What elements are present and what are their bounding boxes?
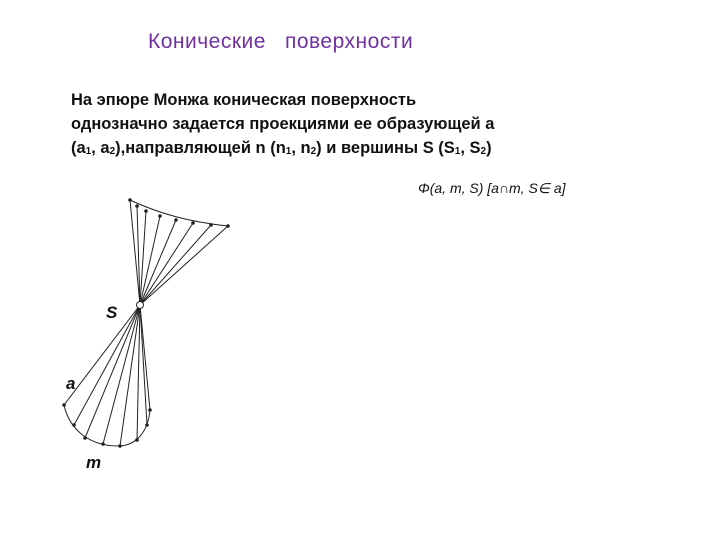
vertex-label: S (106, 303, 118, 322)
curve-point (128, 198, 132, 202)
subscript: 1 (85, 146, 92, 157)
upper-directrix-curve (130, 200, 228, 226)
slide-title: Конические поверхности (148, 30, 414, 53)
subscript: 1 (454, 146, 461, 157)
curve-point (101, 442, 105, 446)
upper-generatrix (140, 220, 176, 305)
curve-point (226, 224, 230, 228)
subscript: 2 (109, 146, 116, 157)
upper-nappe (130, 200, 228, 305)
description-line-2: однозначно задается проекциями ее образующей a (71, 115, 495, 133)
lower-generatrix (103, 305, 140, 444)
upper-generatrix (140, 226, 228, 305)
curve-point (135, 204, 139, 208)
generatrix-label: a (66, 374, 76, 393)
curve-point (62, 403, 66, 407)
text-fragment: ),направляющей n (n (115, 139, 286, 157)
lower-generatrix (74, 305, 140, 425)
subscript: 1 (285, 146, 292, 157)
curve-point (135, 438, 139, 442)
curve-point (191, 221, 195, 225)
subscript: 2 (310, 146, 317, 157)
lower-nappe (64, 305, 150, 446)
curve-point (148, 408, 152, 412)
text-fragment: , S (460, 139, 481, 157)
upper-generatrix (140, 225, 211, 305)
curve-point (72, 423, 76, 427)
surface-formula: Φ(a, m, S) [a∩m, S∈ a] (418, 180, 566, 196)
vertex-point (137, 302, 144, 309)
curve-point (83, 436, 87, 440)
lower-generatrix (85, 305, 140, 438)
curve-point (144, 209, 148, 213)
text-fragment: , a (91, 139, 110, 157)
text-fragment: (a (71, 139, 86, 157)
text-fragment: , n (291, 139, 311, 157)
description-line-1: На эпюре Монжа коническая поверхность (71, 91, 417, 109)
subscript: 2 (480, 146, 487, 157)
curve-point (145, 423, 149, 427)
curve-point (158, 214, 162, 218)
text-fragment: ) (486, 139, 492, 157)
text-fragment: ) и вершины S (S (316, 139, 455, 157)
curve-point (118, 444, 122, 448)
curve-point (174, 218, 178, 222)
directrix-label: m (86, 453, 102, 472)
curve-point (209, 223, 213, 227)
